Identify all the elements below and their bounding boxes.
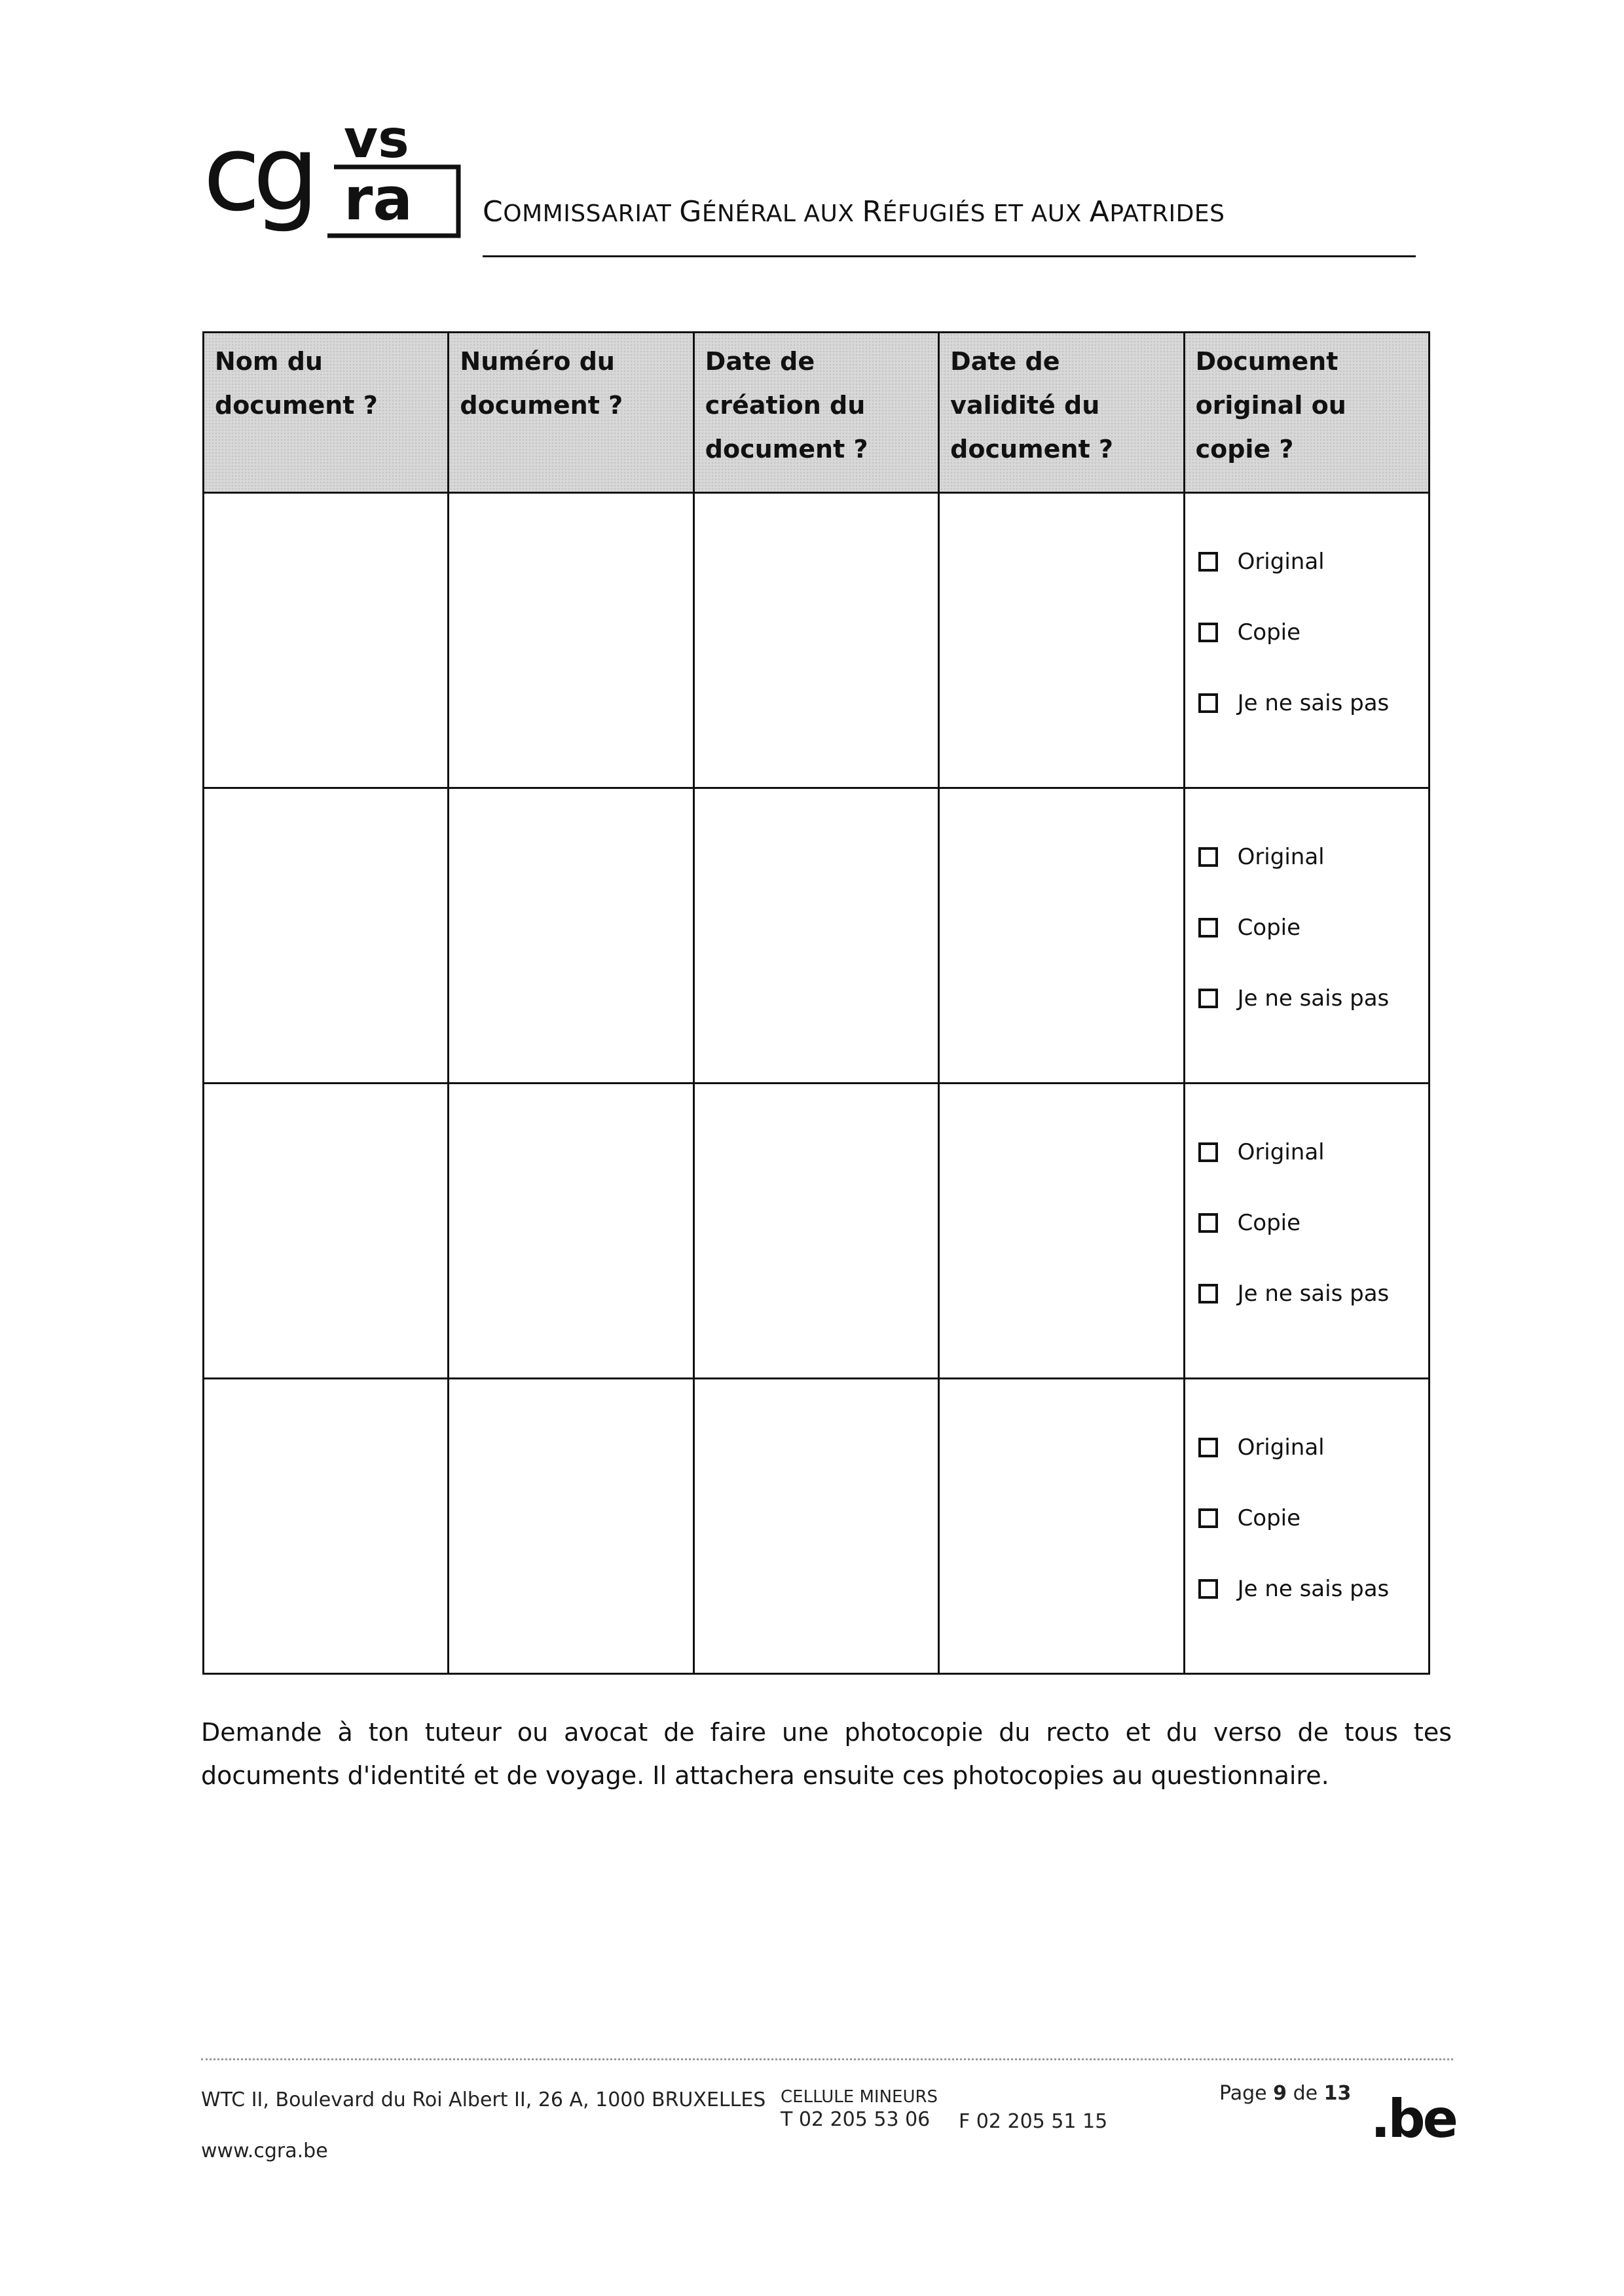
page-number bbox=[1219, 2082, 1351, 2105]
org-name-part: ÉNÉRAL AUX bbox=[701, 200, 862, 227]
footer-divider bbox=[201, 2058, 1453, 2060]
choice-option[interactable] bbox=[1198, 963, 1428, 1034]
header-original-or-copy: Document original ou copie ? bbox=[1184, 333, 1429, 493]
checkbox[interactable] bbox=[1198, 847, 1218, 867]
cell-original-or-copy bbox=[1184, 493, 1429, 788]
page-current: 9 bbox=[1273, 2082, 1287, 2105]
choice-group bbox=[1185, 789, 1428, 1034]
checkbox[interactable] bbox=[1198, 1438, 1218, 1457]
choice-group bbox=[1185, 494, 1428, 738]
cell-validity-date[interactable] bbox=[939, 493, 1184, 788]
instruction-text: Demande à ton tuteur ou avocat de faire une photocopie du recto et du verso de tous tes documents d'identité et de voyage. Il attachera ensuite ces photocopies au questionnaire. bbox=[201, 1718, 1452, 1790]
org-name-initial: C bbox=[483, 195, 504, 228]
cell-creation-date[interactable] bbox=[693, 493, 938, 788]
checkbox-label: Original bbox=[1237, 1434, 1325, 1461]
footer-unit: CELLULE MINEURS bbox=[781, 2087, 938, 2107]
page-total: 13 bbox=[1323, 2082, 1352, 2105]
page-separator: de bbox=[1287, 2082, 1324, 2105]
footer-address: WTC II, Boulevard du Roi Albert II, 26 A, 1000 BRUXELLES bbox=[201, 2088, 766, 2111]
footer-fax: F 02 205 51 15 bbox=[959, 2110, 1108, 2133]
org-name-initial: G bbox=[679, 195, 702, 228]
org-name-part: PATRIDES bbox=[1109, 200, 1225, 227]
checkbox[interactable] bbox=[1198, 623, 1218, 642]
be-logo: .be bbox=[1371, 2088, 1456, 2149]
checkbox[interactable] bbox=[1198, 1213, 1218, 1233]
choice-option[interactable] bbox=[1198, 822, 1428, 892]
choice-group bbox=[1185, 1084, 1428, 1329]
table-row bbox=[204, 1084, 1430, 1379]
checkbox[interactable] bbox=[1198, 552, 1218, 572]
footer-phone: T 02 205 53 06 bbox=[781, 2108, 931, 2131]
choice-option[interactable] bbox=[1198, 1188, 1428, 1258]
checkbox[interactable] bbox=[1198, 1142, 1218, 1162]
checkbox-label: Je ne sais pas bbox=[1237, 690, 1390, 716]
choice-option[interactable] bbox=[1198, 597, 1428, 668]
svg-text:cg: cg bbox=[203, 112, 312, 234]
table-row bbox=[204, 493, 1430, 788]
page-prefix: Page bbox=[1219, 2082, 1274, 2105]
cell-original-or-copy bbox=[1184, 788, 1429, 1084]
cell-document-number[interactable] bbox=[449, 1084, 693, 1379]
cell-original-or-copy bbox=[1184, 1084, 1429, 1379]
org-name-initial: R bbox=[862, 195, 883, 228]
header-document-name: Nom du document ? bbox=[204, 333, 449, 493]
checkbox-label: Je ne sais pas bbox=[1237, 985, 1390, 1011]
choice-option[interactable] bbox=[1198, 892, 1428, 963]
svg-text:ra: ra bbox=[344, 165, 413, 234]
checkbox-label: Original bbox=[1237, 844, 1325, 870]
choice-group bbox=[1185, 1379, 1428, 1624]
organization-name bbox=[483, 195, 1225, 228]
checkbox-label: Je ne sais pas bbox=[1237, 1281, 1390, 1307]
table-row bbox=[204, 1379, 1430, 1674]
table-header-row bbox=[204, 333, 1430, 493]
header-divider bbox=[483, 255, 1416, 257]
org-name-part: OMMISSARIAT bbox=[503, 200, 680, 227]
table-row bbox=[204, 788, 1430, 1084]
header-creation-date: Date de création du document ? bbox=[693, 333, 938, 493]
checkbox[interactable] bbox=[1198, 989, 1218, 1008]
checkbox[interactable] bbox=[1198, 1284, 1218, 1303]
checkbox-label: Original bbox=[1237, 549, 1325, 575]
cell-validity-date[interactable] bbox=[939, 1379, 1184, 1674]
checkbox[interactable] bbox=[1198, 1579, 1218, 1599]
cell-creation-date[interactable] bbox=[693, 788, 938, 1084]
checkbox-label: Copie bbox=[1237, 619, 1301, 646]
header-validity-date: Date de validité du document ? bbox=[939, 333, 1184, 493]
checkbox[interactable] bbox=[1198, 693, 1218, 713]
svg-text:vs: vs bbox=[344, 111, 409, 170]
choice-option[interactable] bbox=[1198, 1117, 1428, 1188]
cell-validity-date[interactable] bbox=[939, 1084, 1184, 1379]
choice-option[interactable] bbox=[1198, 1258, 1428, 1329]
cell-validity-date[interactable] bbox=[939, 788, 1184, 1084]
choice-option[interactable] bbox=[1198, 526, 1428, 597]
cell-original-or-copy bbox=[1184, 1379, 1429, 1674]
checkbox-label: Original bbox=[1237, 1139, 1325, 1165]
footer-website: www.cgra.be bbox=[201, 2140, 328, 2162]
cell-creation-date[interactable] bbox=[693, 1084, 938, 1379]
checkbox[interactable] bbox=[1198, 918, 1218, 938]
cell-document-name[interactable] bbox=[204, 493, 449, 788]
cell-document-number[interactable] bbox=[449, 493, 693, 788]
org-name-part: ÉFUGIÉS ET AUX bbox=[882, 200, 1090, 227]
checkbox[interactable] bbox=[1198, 1508, 1218, 1528]
checkbox-label: Copie bbox=[1237, 915, 1301, 941]
cell-document-number[interactable] bbox=[449, 1379, 693, 1674]
choice-option[interactable] bbox=[1198, 668, 1428, 738]
cell-document-name[interactable] bbox=[204, 1379, 449, 1674]
cell-document-name[interactable] bbox=[204, 1084, 449, 1379]
checkbox-label: Copie bbox=[1237, 1505, 1301, 1531]
header-document-number: Numéro du document ? bbox=[449, 333, 693, 493]
choice-option[interactable] bbox=[1198, 1554, 1428, 1624]
cell-document-name[interactable] bbox=[204, 788, 449, 1084]
checkbox-label: Je ne sais pas bbox=[1237, 1576, 1390, 1602]
cell-creation-date[interactable] bbox=[693, 1379, 938, 1674]
choice-option[interactable] bbox=[1198, 1412, 1428, 1483]
choice-option[interactable] bbox=[1198, 1483, 1428, 1554]
documents-table bbox=[202, 331, 1430, 1675]
checkbox-label: Copie bbox=[1237, 1210, 1301, 1236]
org-name-initial: A bbox=[1089, 195, 1110, 228]
cgvs-cgra-logo bbox=[203, 111, 465, 259]
cell-document-number[interactable] bbox=[449, 788, 693, 1084]
